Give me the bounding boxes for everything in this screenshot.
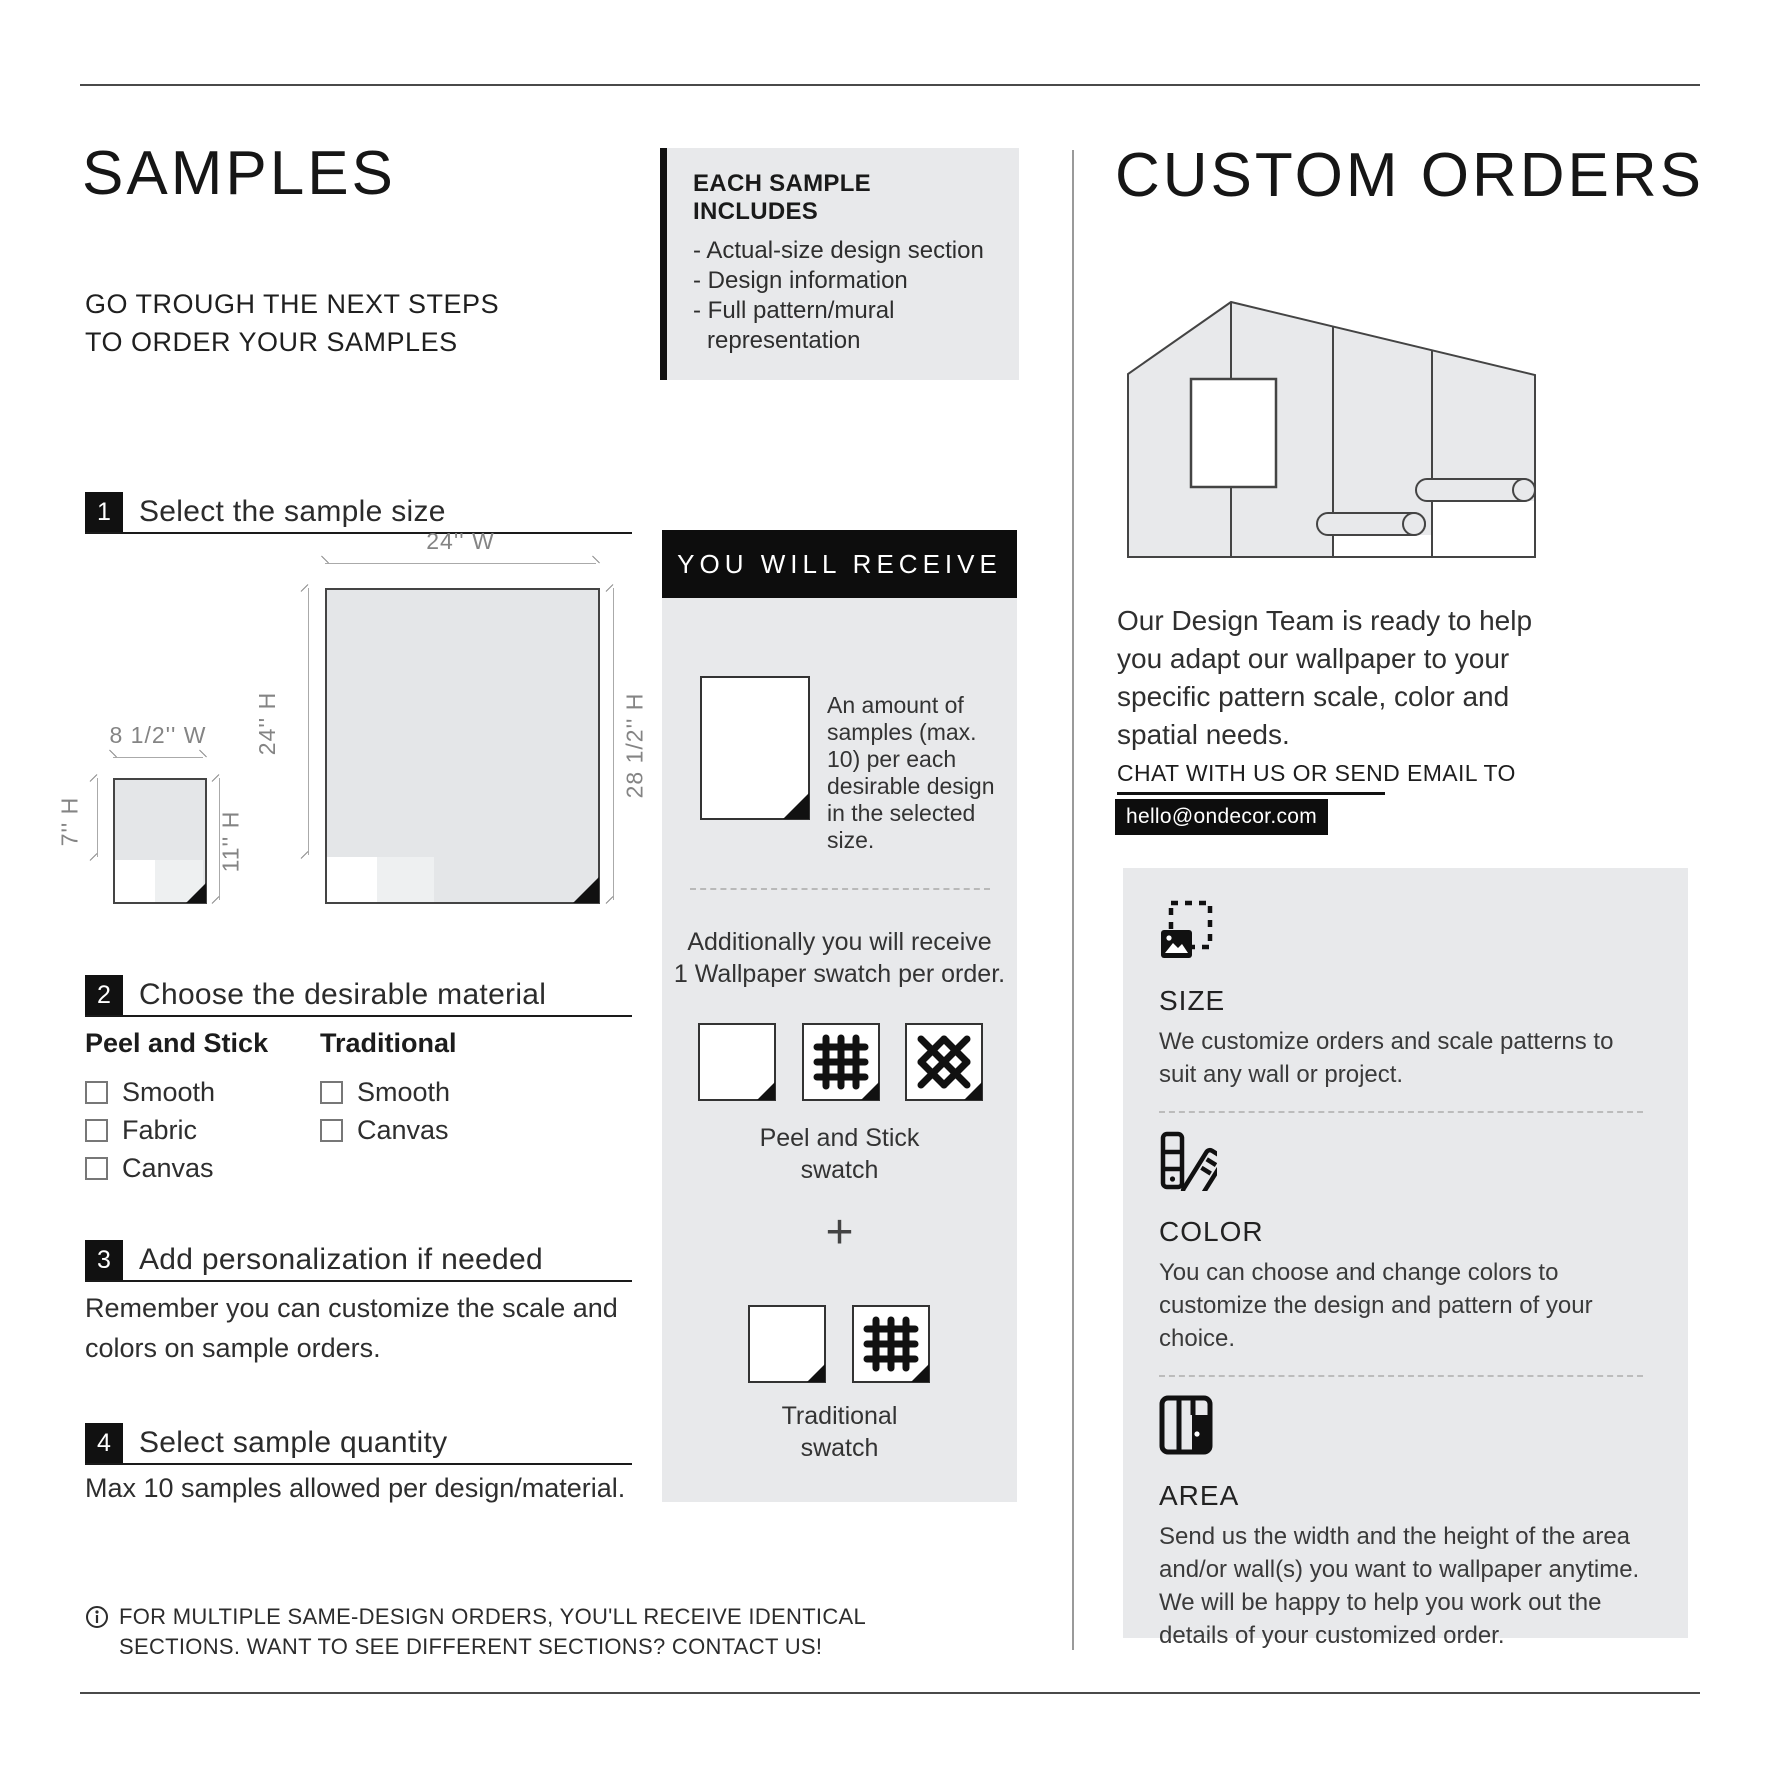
custom-features-panel <box>1123 868 1688 1649</box>
blank-swatch-icon <box>748 1305 826 1383</box>
folded-corner-icon <box>911 1364 929 1382</box>
feature-color-text: You can choose and change colors to customize the design and pattern of your choice. <box>1159 1259 1593 1352</box>
material-title: Peel and Stick <box>85 1028 269 1058</box>
grid-swatch-icon <box>802 1023 880 1101</box>
footnote <box>85 1602 866 1662</box>
house-wallpaper-illustration <box>1118 295 1548 565</box>
additional-line2: 1 Wallpaper swatch per order. <box>673 960 1006 988</box>
large-height-right-dim-line <box>613 588 614 900</box>
traditional-swatch-label-line1: Traditional <box>781 1402 898 1430</box>
wall-door-icon <box>1159 1395 1213 1455</box>
sample-light-band <box>377 857 434 902</box>
material-option-label: Canvas <box>122 1152 214 1183</box>
step-2-title: Choose the desirable material <box>139 978 547 1011</box>
step-4-header <box>85 1423 632 1465</box>
folded-corner-icon <box>964 1082 982 1100</box>
samples-intro-line2: TO ORDER YOUR SAMPLES <box>85 327 458 357</box>
step-1-number: 1 <box>85 492 123 532</box>
material-option <box>85 1073 268 1111</box>
you-will-receive-header <box>662 530 1017 598</box>
material-column-peel-and-stick <box>85 1028 268 1187</box>
checkbox-icon[interactable] <box>85 1119 108 1142</box>
material-option-label: Canvas <box>357 1114 449 1145</box>
bottom-rule <box>80 1692 1700 1694</box>
material-option <box>85 1149 268 1187</box>
dashed-divider <box>1159 1375 1643 1377</box>
peel-swatch-label-line2: swatch <box>800 1156 879 1184</box>
you-will-receive-label: YOU WILL RECEIVE <box>677 548 1002 579</box>
peel-swatch-label <box>672 1122 1007 1186</box>
material-title: Traditional <box>320 1028 457 1058</box>
small-width-dim-line <box>113 757 203 758</box>
checkbox-icon[interactable] <box>320 1081 343 1104</box>
material-option <box>85 1111 268 1149</box>
sample-white-band <box>327 857 377 902</box>
feature-size-title: SIZE <box>1159 985 1226 1016</box>
step-3-body: Remember you can customize the scale and colors on sample orders. <box>85 1293 618 1363</box>
samples-intro <box>85 285 499 361</box>
includes-item: - Design information <box>693 266 993 296</box>
folded-corner-icon <box>757 1082 775 1100</box>
step-2-header <box>85 975 632 1017</box>
scale-image-icon <box>1159 900 1213 960</box>
step-3-title: Add personalization if needed <box>139 1243 543 1276</box>
large-width-label: 24'' W <box>426 528 495 554</box>
folded-corner-icon <box>783 793 809 819</box>
dashed-divider <box>690 888 990 890</box>
step-2-number: 2 <box>85 975 123 1015</box>
info-icon <box>85 1605 109 1629</box>
footnote-line2: SECTIONS. WANT TO SEE DIFFERENT SECTIONS? CONTACT US! <box>119 1634 823 1659</box>
feature-area-text: Send us the width and the height of the area and/or wall(s) you want to wallpaper anytime. We will be happy to help you work out the details of your customized order. <box>1159 1523 1640 1649</box>
email-badge[interactable]: hello@ondecor.com <box>1115 799 1328 835</box>
checkbox-icon[interactable] <box>85 1081 108 1104</box>
small-sample-diagram <box>113 778 207 904</box>
small-height-left-dim-line <box>97 778 98 857</box>
folded-corner-icon <box>861 1082 879 1100</box>
lattice-swatch-icon <box>905 1023 983 1101</box>
includes-item: - Actual-size design section <box>693 236 993 266</box>
material-option <box>320 1111 457 1149</box>
column-divider <box>1072 150 1074 1650</box>
chat-label: CHAT WITH US OR SEND EMAIL TO <box>1117 760 1516 786</box>
additional-line1: Additionally you will receive <box>687 928 992 956</box>
folded-corner-icon <box>186 883 206 903</box>
custom-orders-title: CUSTOM ORDERS <box>1115 141 1705 210</box>
feature-area-title: AREA <box>1159 1480 1240 1511</box>
includes-item: - Full pattern/mural representation <box>693 296 993 356</box>
dashed-divider <box>1159 1111 1643 1113</box>
material-option-label: Fabric <box>122 1114 198 1145</box>
additional-text <box>672 926 1007 990</box>
includes-title: EACH SAMPLE INCLUDES <box>693 170 871 225</box>
samples-title: SAMPLES <box>82 139 396 208</box>
color-swatches-icon <box>1159 1131 1217 1191</box>
step-4-title: Select sample quantity <box>139 1426 448 1459</box>
traditional-swatch-label <box>672 1400 1007 1464</box>
step-4-number: 4 <box>85 1423 123 1463</box>
folded-corner-icon <box>807 1364 825 1382</box>
checkbox-icon[interactable] <box>320 1119 343 1142</box>
step-4-body: Max 10 samples allowed per design/material. <box>85 1473 626 1503</box>
traditional-swatch-label-line2: swatch <box>800 1434 879 1462</box>
step-1-title: Select the sample size <box>139 495 446 528</box>
amount-text: An amount of samples (max. 10) per each desirable design in the selected size. <box>827 692 995 853</box>
material-option-label: Smooth <box>357 1076 451 1107</box>
paper-sample-icon <box>700 676 810 820</box>
large-width-dim-line <box>325 563 596 564</box>
checkbox-icon[interactable] <box>85 1157 108 1180</box>
top-rule <box>80 84 1700 86</box>
blank-swatch-icon <box>698 1023 776 1101</box>
small-width-label: 8 1/2'' W <box>109 722 207 748</box>
each-sample-includes-box <box>660 148 1019 380</box>
footnote-line1: FOR MULTIPLE SAME-DESIGN ORDERS, YOU'LL RECEIVE IDENTICAL <box>119 1604 867 1629</box>
step-3-number: 3 <box>85 1240 123 1280</box>
plus-icon: + <box>825 1206 854 1259</box>
grid-swatch-icon <box>852 1305 930 1383</box>
large-height-right-label: 28 1/2'' H <box>621 692 648 799</box>
material-column-traditional <box>320 1028 457 1149</box>
material-option-label: Smooth <box>122 1076 216 1107</box>
custom-orders-intro: Our Design Team is ready to help you adapt our wallpaper to your specific pattern scale, color and spatial needs. <box>1117 605 1533 750</box>
feature-color-title: COLOR <box>1159 1216 1264 1247</box>
feature-size-text: We customize orders and scale patterns to suit any wall or project. <box>1159 1028 1614 1088</box>
large-height-left-dim-line <box>308 588 309 855</box>
sample-white-band <box>115 860 155 902</box>
small-height-left-label: 7'' H <box>56 796 83 847</box>
large-sample-diagram <box>325 588 600 904</box>
material-option <box>320 1073 457 1111</box>
peel-swatch-label-line1: Peel and Stick <box>759 1124 920 1152</box>
step-3-header <box>85 1240 632 1282</box>
samples-intro-line1: GO TROUGH THE NEXT STEPS <box>85 289 500 319</box>
folded-corner-icon <box>573 877 599 903</box>
footnote-text <box>119 1602 866 1662</box>
chat-underline <box>1117 792 1385 795</box>
small-height-right-label: 11'' H <box>217 810 244 873</box>
large-height-left-label: 24'' H <box>254 691 281 756</box>
